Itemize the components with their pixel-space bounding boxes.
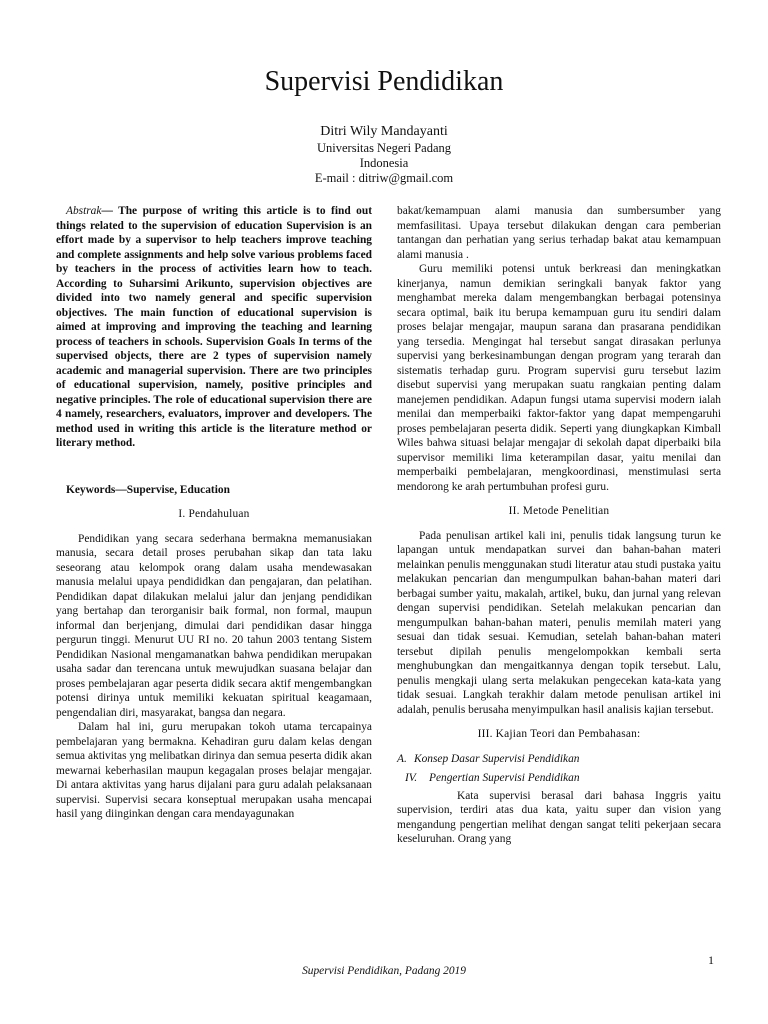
section-heading-introduction: I. Pendahuluan	[178, 508, 250, 520]
abstract-text: — The purpose of writing this article is to find out things related to the supervision of education Supervision is an effort made by a supervisor to help teachers improve teaching and complete assignments and help solve various problems faced by teachers in the process of activities learn how to teach. According to Suharsimi Arikunto, supervision objectives are divided into two namely general and specific supervision objectives. The main function of educational supervision is aimed at improving and improving the teaching and learning process of teachers in schools. Supervision Goals In terms of the supervised objects, there are 2 types of supervision namely academic and managerial supervision. There are two principles of educational supervision, namely, positive principles and negative principles. The role of educational supervision there are 4 namely, researchers, evaluators, improver and developers. The method used in writing this article is the literature method or literary method.	[56, 205, 372, 449]
keywords: Keywords—Supervise, Education	[66, 483, 230, 496]
subsection-number: A.	[397, 752, 407, 765]
subsection-heading-concept	[397, 752, 721, 767]
right-column	[397, 204, 721, 847]
subsection-number: IV.	[405, 772, 418, 784]
section-heading-method: II. Metode Penelitian	[508, 505, 610, 517]
author-affiliation: Universitas Negeri Padang	[317, 141, 451, 155]
author-country: Indonesia	[359, 156, 409, 170]
body-paragraph: bakat/kemampuan alami manusia dan sumbersumber yang memfasilitasi. Upaya tersebut dilakukan dengan cara pemberian tantangan dan perhatian yang serius terhadap bakat atau kemampuan alami manusia .	[397, 205, 721, 261]
body-paragraph: Dalam hal ini, guru merupakan tokoh utama tercapainya pembelajaran yang bermakna. Kehadiran guru dalam kelas dengan semua aktivitas yng melibatkan dirinya dan semua peserta didik akan mewarnai keberhasilan maupun kegagalan proses belajar mengajar. Di antara aktivitas yang harus dijalani para guru adalah pelaksanaan supervisi. Supervisi secara konseptual merupakan usaha mencapai hasil yang diinginkan dengan cara mendayagunakan	[56, 721, 372, 820]
section-heading-theory: III. Kajian Teori dan Pembahasan:	[477, 728, 641, 740]
author-email: E-mail : ditriw@gmail.com	[314, 171, 454, 185]
abstract-label: Abstrak	[66, 205, 102, 217]
subsection-title: Pengertian Supervisi Pendidikan	[429, 772, 580, 784]
author-block	[0, 123, 768, 186]
subsection-title: Konsep Dasar Supervisi Pendidikan	[414, 752, 580, 765]
paper-title: Supervisi Pendidikan	[264, 66, 504, 97]
subsection-heading-definition	[405, 771, 721, 786]
body-paragraph: Pendidikan yang secara sederhana bermakna memanusiakan manusia, secara detail proses perubahan sikap dan tata laku seseorang atau kelompok orang dalam usaha mendewasakan manusia melalui upaya pendididkan dan pengajaran, dan pelatihan. Pendidikan dapat dilakukan melalui jalur dan jenjang pendidikan yang bertahap dan terorganisir baik formal, non formal, maupun informal dan berjenjang, dimulai dari pendidikan dasar hingga pergurun tinggi. Menurut UU RI no. 20 tahun 2003 tentang Sistem Pendidikan Nasional mengamanatkan bahwa pendidikan merupakan usaha sadar dan terencana untuk mewujudkan suasana belajar dan proses pembelajaran agar peserta didik secara aktif mengembangkan potensi dirinya untuk memiliki kekuatan spiritual keagamaan, pengendalian diri, masyarakat, bangsa dan negara.	[56, 532, 372, 719]
left-column	[56, 204, 372, 822]
page-footer: Supervisi Pendidikan, Padang 2019	[302, 965, 466, 977]
abstract	[56, 204, 372, 451]
body-paragraph: Guru memiliki potensi untuk berkreasi dan meningkatkan kinerjanya, namun demikian seringkali banyak faktor yang menghambat mereka dalam mengembangkan berbagai potensinya secara optimal, baik itu berupa kemampuan guru itu sendiri dalam proses belajar mengajar, maupun sarana dan prasarana pendidikan yang tersedia. Mengingat hal tersebut sangat dirasakan perlunya supervisi yang berkesinambungan dengan program yang terarah dan sistematis terhadap guru. Program supervisi guru tersebut lazim disebut supervisi yang merupakan suatu rangkaian penting dalam manejemen pendidikan. Adapun fungsi utama supervisi modern ialah menilai dan memperbaiki faktor-faktor yang dapat mempengaruhi proses pembelajaran peserta didik. Seperti yang diungkapkan Kimball Wiles bahwa situasi belajar mengajar di sekolah dapat diperbaiki bila supervisor memiliki lima keterampilan dasar, yaitu menilai dan memperbaiki pembelajaran, mengkoordinasi, menstimulasi serta mendorong ke arah pertumbuhan profesi guru.	[397, 263, 721, 493]
body-paragraph: Pada penulisan artikel kali ini, penulis tidak langsung turun ke lapangan untuk mendapatkan survei dan bahan-bahan materi melainkan penulis menggunakan studi literatur atau studi pustaka yaitu melakukan pencarian dan mengumpulkan bahan-bahan materi dari berbagai sumber yaitu, makalah, artikel, buku, dan jurnal yang relevan dengan supervisi pendidikan. Setelah melakukan pencarian dan mengumpulkan bahan-bahan materi, penulis memilah materi yang sesuai dan tidak sesuai. Kemudian, setelah bahan-bahan materi tersebut dipilah penulis mengelompokkan kembali serta menghubungkan dan mengaitkannya dengan topik tersebut. Lalu, penulis mengkaji ulang serta melakukan pengecekan kata-kata yang tidak sesuai. Langkah terakhir dalam metode penulisan artikel ini adalah, penulis berusaha menyimpulkan hasil analisis kajian tersebut.	[397, 529, 721, 716]
body-paragraph: Kata supervisi berasal dari bahasa Inggris yaitu supervision, terdiri atas dua kata, yaitu super dan vision yang mengandung pengertian melihat dengan sangat teliti pekerjaan secara keseluruhan. Orang yang	[397, 789, 721, 845]
page-number: 1	[708, 953, 714, 967]
author-name: Ditri Wily Mandayanti	[320, 124, 448, 139]
